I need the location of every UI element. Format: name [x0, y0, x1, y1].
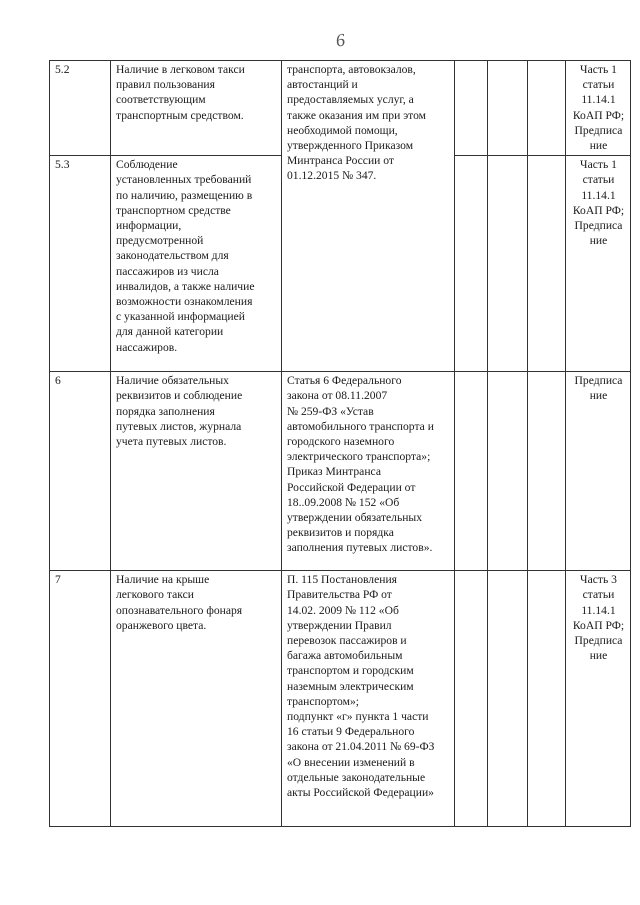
empty-cell [528, 156, 566, 372]
empty-cell [528, 571, 566, 827]
legal-basis-cell: транспорта, автовокзалов, автостанций и предоставляемых услуг, а также оказания им при этом необходимой помощи, утвержденного Приказом Минтранса России от 01.12.2015 № 347. [282, 61, 455, 372]
empty-cell [488, 156, 528, 372]
empty-cell [455, 372, 488, 571]
table-row [50, 372, 631, 571]
requirement-cell: Соблюдение установленных требований по наличию, размещению в транспортном средстве информации, предусмотренной законодательством для пассажиров из числа инвалидов, а также наличие возможности ознакомления с указанной информацией для данной категории нассажиров. [111, 156, 282, 372]
empty-cell [455, 156, 488, 372]
empty-cell [455, 61, 488, 156]
table-row [50, 61, 631, 156]
sanction-cell: Часть 1 статьи 11.14.1 КоАП РФ; Предписа ние [566, 61, 631, 156]
table-row [50, 571, 631, 827]
handwritten-page-number: 6 [334, 29, 347, 51]
row-number: 5.3 [50, 156, 111, 372]
legal-basis-cell: П. 115 Постановления Правительства РФ от 14.02. 2009 № 112 «Об утверждении Правил перевозок пассажиров и багажа автомобильным транспортом и городским наземным электрическим транспортом»; подпункт «г» пункта 1 части 16 статьи 9 Федерального закона от 21.04.2011 № 69-ФЗ «О внесении изменений в отдельные законодательные акты Российской Федерации» [282, 571, 455, 827]
requirement-cell: Наличие обязательных реквизитов и соблюдение порядка заполнения путевых листов, журнала учета путевых листов. [111, 372, 282, 571]
row-number: 6 [50, 372, 111, 571]
empty-cell [528, 372, 566, 571]
row-number: 5.2 [50, 61, 111, 156]
row-number: 7 [50, 571, 111, 827]
requirement-cell: Наличие на крыше легкового такси опознавательного фонаря оранжевого цвета. [111, 571, 282, 827]
empty-cell [455, 571, 488, 827]
sanction-cell: Часть 3 статьи 11.14.1 КоАП РФ; Предписа ние [566, 571, 631, 827]
requirements-table [49, 60, 631, 827]
empty-cell [488, 372, 528, 571]
empty-cell [528, 61, 566, 156]
sanction-cell: Предписа ние [566, 372, 631, 571]
legal-basis-cell: Статья 6 Федерального закона от 08.11.2007 № 259-ФЗ «Устав автомобильного транспорта и городского наземного электрического транспорта»; Приказ Минтранса Российской Федерации от 18..09.2008 № 152 «Об утверждении обязательных реквизитов и порядка заполнения путевых листов». [282, 372, 455, 571]
requirement-cell: Наличие в легковом такси правил пользования соответствующим транспортным средством. [111, 61, 282, 156]
sanction-cell: Часть 1 статьи 11.14.1 КоАП РФ; Предписа ние [566, 156, 631, 372]
empty-cell [488, 61, 528, 156]
empty-cell [488, 571, 528, 827]
